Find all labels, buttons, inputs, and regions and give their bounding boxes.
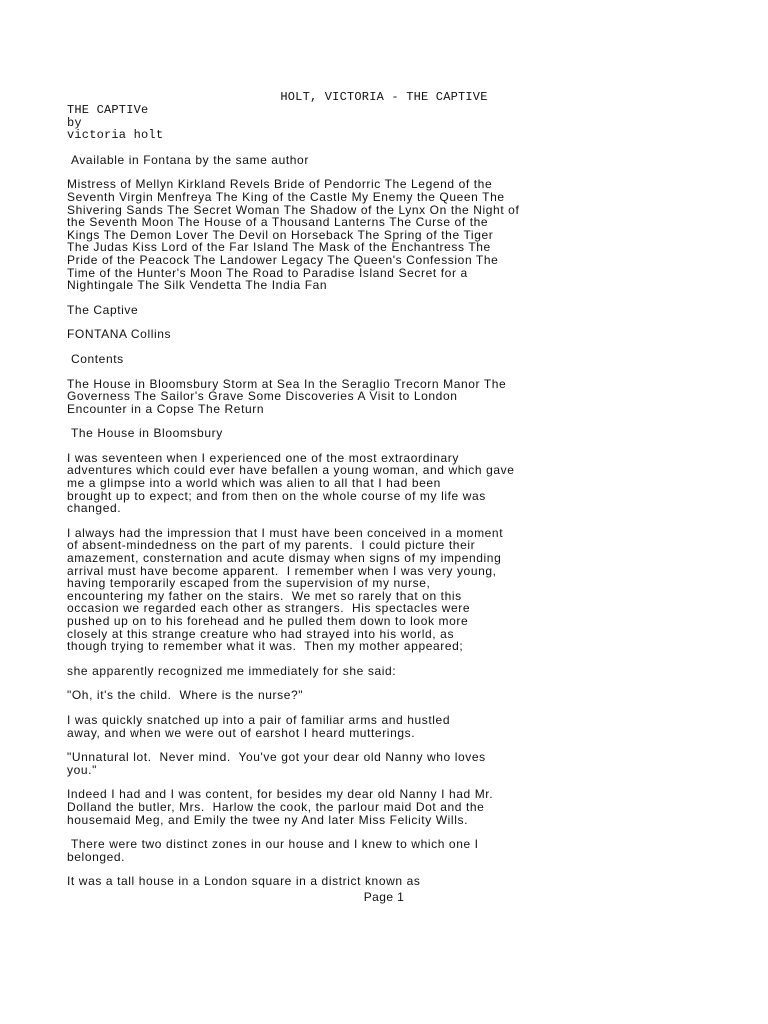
page-number: Page 1 bbox=[363, 890, 405, 904]
title-block: THE CAPTIVe by victoria holt bbox=[67, 103, 164, 143]
paragraph-also-by: Available in Fontana by the same author bbox=[67, 152, 309, 167]
paragraph: "Oh, it's the child. Where is the nurse?" bbox=[67, 688, 304, 703]
paragraph: There were two distinct zones in our house and I knew to which one I belonged. bbox=[67, 837, 479, 864]
paragraph: I always had the impression that I must have been conceived in a moment of absent-mindedness on the part of my parents. I could picture their amazement, consternation and acute dismay when signs of my impending arrival must have become apparent. I remember when I was very young, having temporarily escaped from the supervision of my nurse, encountering my father on the stairs. We met so rarely that on this occasion we regarded each other as strangers. His spectacles were pushed up on to his forehead and he pulled them down to look more closely at this strange creature who had strayed into his world, as though trying to remember what it was. Then my mother appeared; bbox=[67, 525, 504, 654]
paragraph-book-list: Mistress of Mellyn Kirkland Revels Bride of Pendorric The Legend of the Seventh Virgin Menfreya The King of the Castle My Enemy the Queen The Shivering Sands The Secret Woman The Shadow of the Lynx On the Night of the Seventh Moon The House of a Thousand Lanterns The Curse of the Kings The Demon Lover The Devil on Horseback The Spring of the Tiger The Judas Kiss Lord of the Far Island The Mask of the Enchantress The Pride of the Peacock The Landower Legacy The Queen's Confession The Time of the Hunter's Moon The Road to Paradise Island Secret for a Nightingale The Silk Vendetta The India Fan bbox=[67, 177, 520, 293]
paragraph-title: The Captive bbox=[67, 302, 139, 317]
paragraph: I was seventeen when I experienced one of the most extraordinary adventures which could ever have befallen a young woman, and which gave me a glimpse into a world which was alien to all that I had been brought up to expect; and from then on the whole course of my life was changed. bbox=[67, 450, 515, 516]
document-body bbox=[67, 104, 607, 900]
paragraph: It was a tall house in a London square in a district known as bbox=[67, 874, 421, 889]
running-header: HOLT, VICTORIA - THE CAPTIVE bbox=[280, 90, 488, 104]
contents-list: The House in Bloomsbury Storm at Sea In the Seraglio Trecorn Manor The Governess The Sailor's Grave Some Discoveries A Visit to London Encounter in a Copse The Return bbox=[67, 376, 507, 416]
paragraph: "Unnatural lot. Never mind. You've got your dear old Nanny who loves you." bbox=[67, 750, 486, 777]
contents-heading: Contents bbox=[67, 351, 124, 366]
paragraph: I was quickly snatched up into a pair of familiar arms and hustled away, and when we were out of earshot I heard mutterings. bbox=[67, 712, 451, 740]
paragraph-publisher: FONTANA Collins bbox=[67, 327, 172, 342]
paragraph: she apparently recognized me immediately for she said: bbox=[67, 663, 397, 678]
paragraph: Indeed I had and I was content, for besides my dear old Nanny I had Mr. Dolland the butler, Mrs. Harlow the cook, the parlour maid Dot and the housemaid Meg, and Emily the twee ny And later Miss Felicity Wills. bbox=[67, 787, 494, 827]
chapter-heading: The House in Bloomsbury bbox=[67, 426, 223, 441]
